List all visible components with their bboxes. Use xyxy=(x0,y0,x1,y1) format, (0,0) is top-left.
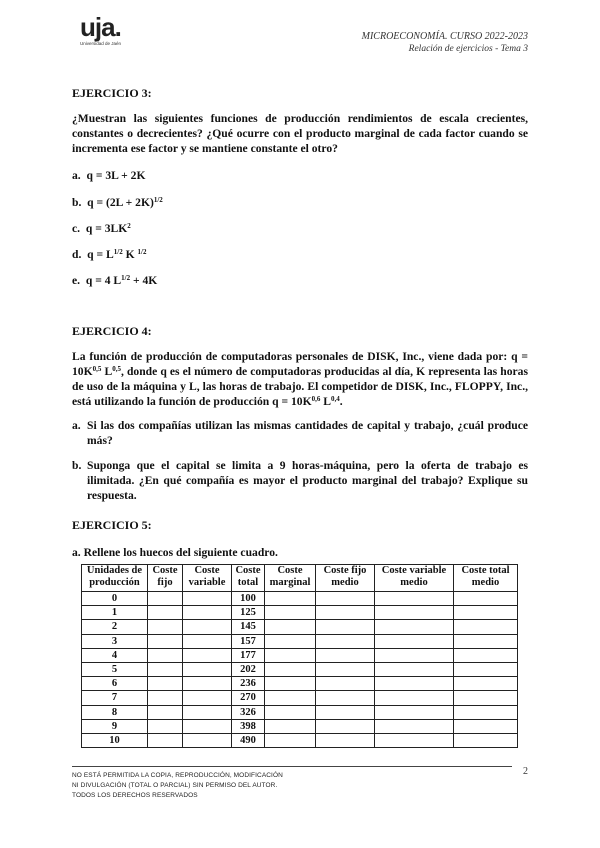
exercise-4-statement: La función de producción de computadoras personales de DISK, Inc., viene dada por: $q = 10K^{0,5}$ L$^{0,5}$, donde q es el número de computadoras producidas al día, K representa las horas de uso de la máquina y L, las horas de trabajo. El competidor de DISK, Inc., FLOPPY, Inc., está utilizando la función de producción $q = 10K^{0,6}$ L$^{0,4}$. xyxy=(72,350,528,408)
exercise-4-item-a: a. Si las dos compañías utilizan las mismas cantidades de capital y trabajo, ¿cuál produce más? xyxy=(72,419,528,447)
cost-table-header xyxy=(82,565,518,592)
col-avg-fixed-cost: Coste fijo medio xyxy=(316,565,375,592)
col-avg-total-cost: Coste total medio xyxy=(454,565,518,592)
exercise-3-option-c: c. $q = 3LK^2$ xyxy=(72,222,131,235)
col-total-cost: Coste total xyxy=(232,565,265,592)
table-row: 9 398 xyxy=(82,719,518,733)
page-number: 2 xyxy=(523,766,528,777)
table-row: 6 236 xyxy=(82,677,518,691)
exercise-5-title: EJERCICIO 5: xyxy=(72,518,152,532)
cost-table xyxy=(81,564,518,748)
footer-line-3: TODOS LOS DERECHOS RESERVADOS xyxy=(72,792,198,799)
exercise-3-option-b: b. $q = (2L + 2K)^{1/2}$ xyxy=(72,196,163,209)
exercise-3-title: EJERCICIO 3: xyxy=(72,86,152,100)
course-header: MICROECONOMÍA. CURSO 2022-2023 xyxy=(361,31,528,42)
table-row: 8 326 xyxy=(82,705,518,719)
logo-subtitle: Universidad de Jaén xyxy=(80,41,122,46)
col-avg-variable-cost: Coste variable medio xyxy=(375,565,454,592)
exercise-5-instruction: a. Rellene los huecos del siguiente cuadro. xyxy=(72,546,278,559)
table-row: 4 177 xyxy=(82,648,518,662)
exercise-3-option-e: e. q = 4 $L^{1/2} + 4K$ xyxy=(72,274,158,287)
col-fixed-cost: Coste fijo xyxy=(148,565,183,592)
university-logo xyxy=(80,14,150,48)
exercise-4-item-b: b. Suponga que el capital se limita a 9 horas-máquina, pero la oferta de trabajo es ilimitada. ¿En qué compañía es mayor el producto marginal del trabajo? Explique su respuesta. xyxy=(72,459,528,502)
table-row: 7 270 xyxy=(82,691,518,705)
footer-line-1: NO ESTÁ PERMITIDA LA COPIA, REPRODUCCIÓN, MODIFICACIÓN xyxy=(72,772,283,779)
table-row: 10 490 xyxy=(82,733,518,747)
table-row: 1 125 xyxy=(82,606,518,620)
table-row: 3 157 xyxy=(82,634,518,648)
exercise-3-option-d: d. $q = L^{1/2}$ K $^{1/2}$ xyxy=(72,248,147,261)
course-subheader: Relación de ejercicios - Tema 3 xyxy=(408,44,528,54)
col-marginal-cost: Coste marginal xyxy=(265,565,316,592)
exercise-3-option-a: a. q = 3L + 2K xyxy=(72,169,146,182)
col-variable-cost: Coste variable xyxy=(183,565,232,592)
exercise-4-title: EJERCICIO 4: xyxy=(72,324,152,338)
logo-text: uja. xyxy=(80,12,121,42)
footer-line-2: NI DIVULGACIÓN (TOTAL O PARCIAL) SIN PERMISO DEL AUTOR. xyxy=(72,782,278,789)
footer-divider xyxy=(72,766,512,767)
table-row: 0 100 xyxy=(82,592,518,606)
table-row: 5 202 xyxy=(82,662,518,676)
table-row: 2 145 xyxy=(82,620,518,634)
col-units: Unidades de producción xyxy=(82,565,148,592)
exercise-3-prompt: ¿Muestran las siguientes funciones de producción rendimientos de escala crecientes, constantes o decrecientes? ¿Qué ocurre con el producto marginal de cada factor cuando se incrementa ese factor y se mantiene constante el otro? xyxy=(72,112,528,155)
